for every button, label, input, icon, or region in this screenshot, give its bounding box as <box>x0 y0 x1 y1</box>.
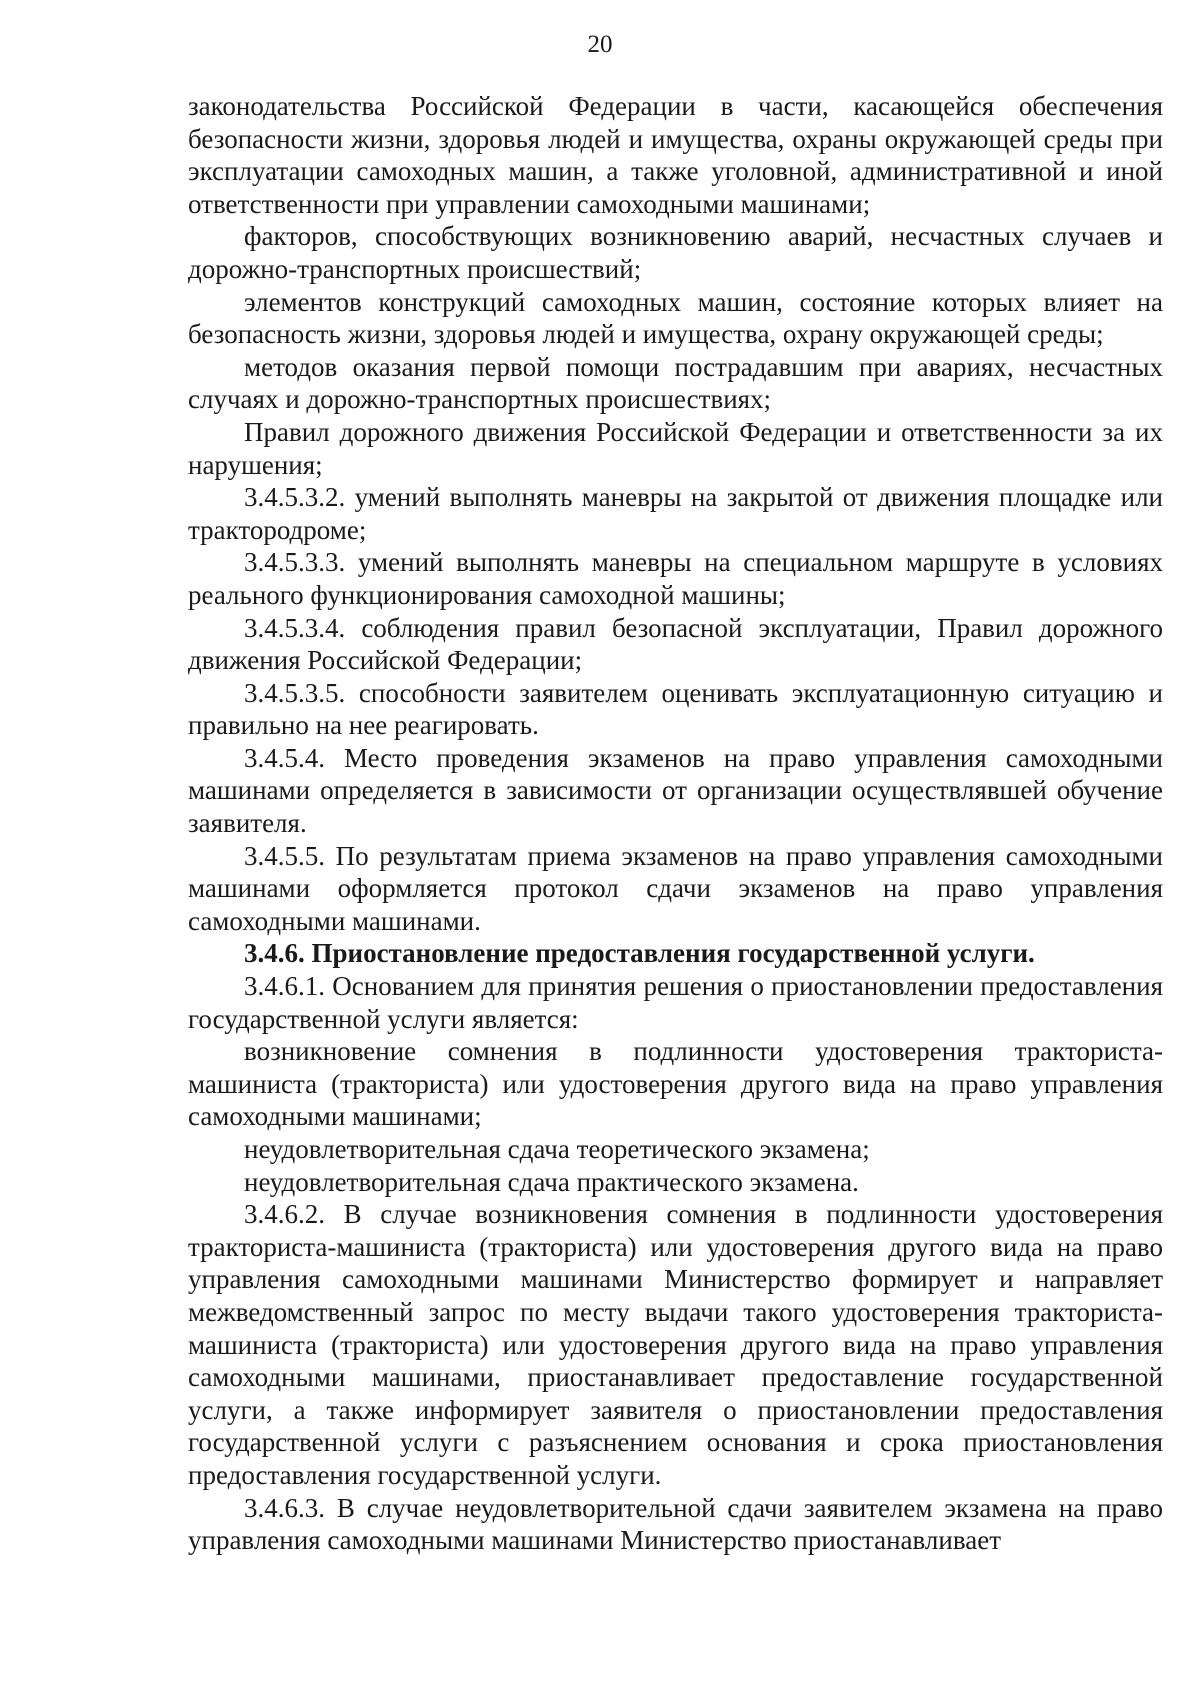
paragraph-3-4-6-1: 3.4.6.1. Основанием для принятия решения о приостановлении предоставления государственной услуги является: <box>188 971 1163 1034</box>
paragraph-3-4-5-3-2: 3.4.5.3.2. умений выполнять маневры на закрытой от движения площадке или трактородроме; <box>188 482 1163 545</box>
paragraph-practical-exam-fail: неудовлетворительная сдача практического экзамена. <box>244 1166 859 1197</box>
paragraph-traffic-rules: Правил дорожного движения Российской Федерации и ответственности за их нарушения; <box>188 416 1163 480</box>
paragraph-3-4-6-3: 3.4.6.3. В случае неудовлетворительной сдачи заявителем экзамена на право управления самоходными машинами Министерство приостанавливает <box>188 1492 1163 1556</box>
page-number: 20 <box>587 31 613 58</box>
paragraph-theory-exam-fail: неудовлетворительная сдача теоретического экзамена; <box>244 1134 870 1164</box>
paragraph-elements: элементов конструкций самоходных машин, состояние которых влияет на безопасность жизни, здоровья людей и имущества, охрану окружающей среды; <box>188 286 1163 350</box>
paragraph-3-4-5-4: 3.4.5.4. Место проведения экзаменов на право управления самоходными машинами определяется в зависимости от организации осуществлявшей обучение заявителя. <box>188 742 1163 839</box>
section-heading-3-4-6: 3.4.6. Приостановление предоставления государственной услуги. <box>244 938 1035 969</box>
paragraph-3-4-5-3-3: 3.4.5.3.3. умений выполнять маневры на специальном маршруте в условиях реального функционирования самоходной машины; <box>188 547 1163 610</box>
paragraph-doubt-authenticity: возникновение сомнения в подлинности удостоверения тракториста-машиниста (тракториста) или удостоверения другого вида на право управления самоходными машинами; <box>188 1036 1163 1132</box>
paragraph-continuation: законодательства Российской Федерации в части, касающейся обеспечения безопасности жизни, здоровья людей и имущества, охраны окружающей среды при эксплуатации самоходных машин, а также уголовной, административной и иной ответственности при управлении самоходными машинами; <box>188 91 1163 219</box>
paragraph-3-4-6-2: 3.4.6.2. В случае возникновения сомнения в подлинности удостоверения тракториста-машиниста (тракториста) или удостоверения другого вида на право управления самоходными машинами Министерство формирует и направляет межведомственный запрос по месту выдачи такого удостоверения тракториста-машиниста (тракториста) или удостоверения другого вида на право управления самоходными машинами, приостанавливает предоставление государственной услуги, а также информирует заявителя о приостановлении предоставления государственной услуги с разъяснением основания и срока приостановления предоставления государственной услуги. <box>188 1199 1163 1490</box>
paragraph-factors: факторов, способствующих возникновению аварий, несчастных случаев и дорожно-транспортных происшествий; <box>188 221 1163 284</box>
paragraph-3-4-5-3-4: 3.4.5.3.4. соблюдения правил безопасной эксплуатации, Правил дорожного движения Российской Федерации; <box>188 612 1163 676</box>
paragraph-3-4-5-3-5: 3.4.5.3.5. способности заявителем оценивать эксплуатационную ситуацию и правильно на нее реагировать. <box>188 677 1163 741</box>
paragraph-first-aid: методов оказания первой помощи пострадавшим при авариях, несчастных случаях и дорожно-транспортных происшествиях; <box>188 351 1163 415</box>
paragraph-3-4-5-5: 3.4.5.5. По результатам приема экзаменов на право управления самоходными машинами оформляется протокол сдачи экзаменов на право управления самоходными машинами. <box>188 840 1163 936</box>
document-body <box>188 90 1163 1557</box>
